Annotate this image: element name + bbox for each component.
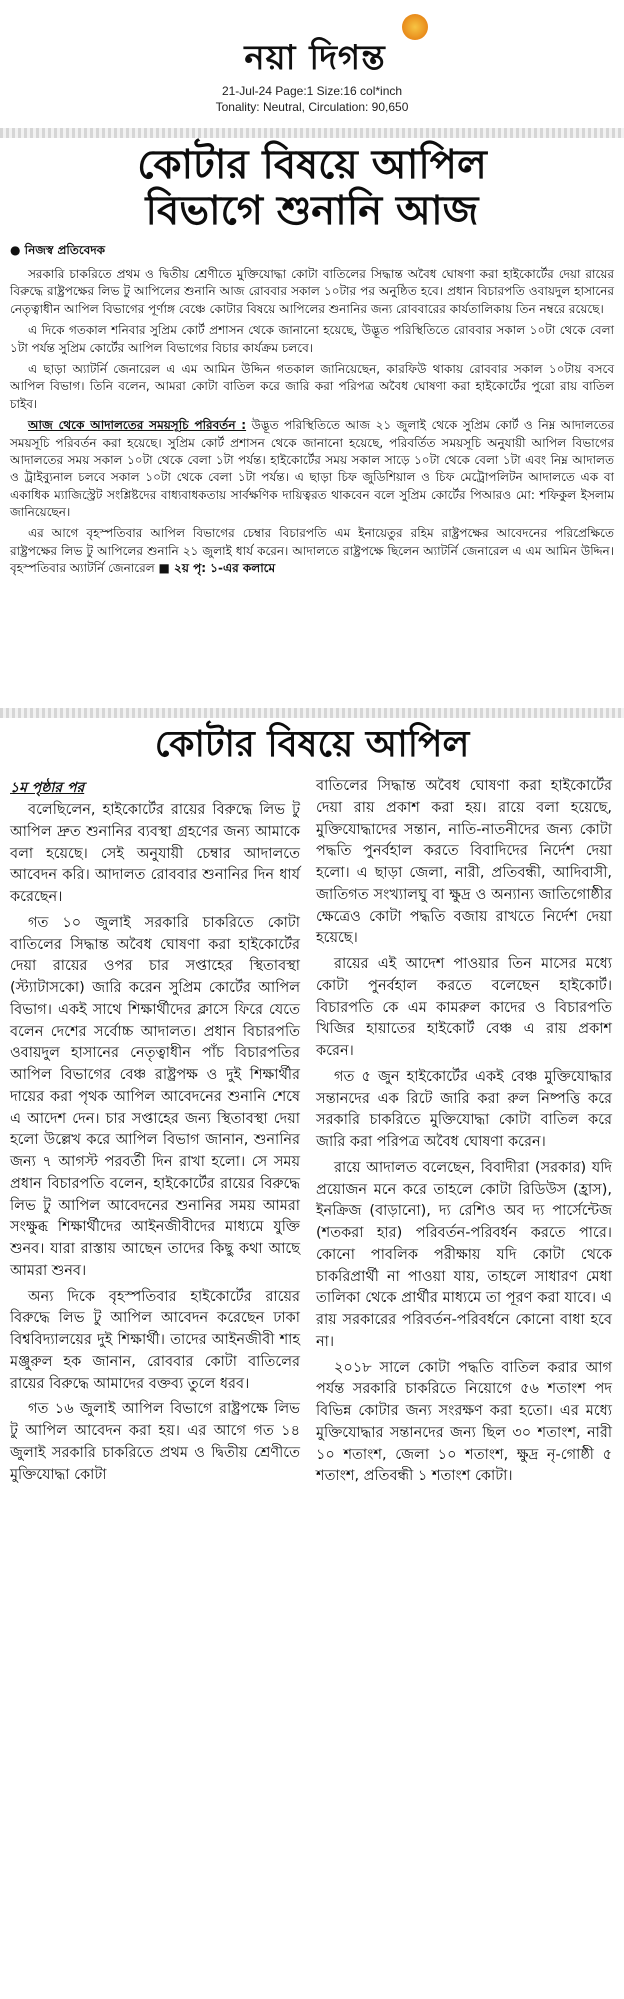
byline: ● নিজস্ব প্রতিবেদক [10,243,106,257]
column-paragraph: ২০১৮ সালে কোটা পদ্ধতি বাতিল করার আগ পর্যন্ত সরকারি চাকরিতে নিয়োগে ৫৬ শতাংশ পদ বিভিন্ন কোটার জন্য সংরক্ষণ করা হতো। এর মধ্যে মুক্তিযোদ্ধার সন্তানদের জন্য ছিল ৩০ শতাংশ, নারী ১০ শতাংশ, জেলা ১০ শতাংশ, ক্ষুদ্র নৃ-গোষ্ঠী ৫ শতাংশ, প্রতিবন্ধী ১ শতাংশ কোটা। [316,1359,612,1485]
headline-line-2: বিভাগে শুনানি আজ [145,188,479,234]
page-tag: ১ম পৃষ্ঠার পর [10,780,85,796]
closing-paragraph [10,525,614,577]
news-clip-continuation [10,724,614,1992]
column-paragraph: গত ১৬ জুলাই আপিল বিভাগে রাষ্ট্রপক্ষে লিভ টু আপিল আবেদন করা হয়। এর আগে গত ১৪ জুলাই সরকারি চাকরিতে প্রথম ও দ্বিতীয় শ্রেণীতে মুক্তিযোদ্ধা কোটা [10,1401,300,1483]
left-column [10,776,300,1490]
column-paragraph: বাতিলের সিদ্ধান্ত অবৈধ ঘোষণা করা হাইকোর্টের দেয়া রায় প্রকাশ করা হয়। রায়ে বলা হয়েছে, মুক্তিযোদ্ধাদের সন্তান, নাতি-নাতনীদের জন্য কোটা পদ্ধতি পুনর্বহাল করতে বিবাদিদের নির্দেশ দেয়া হলো। এ ছাড়া জেলা, নারী, প্রতিবন্ধী, আদিবাসী, জাতিগত সংখ্যালঘু বা ক্ষুদ্র ও অন্যান্য জাতিগোষ্ঠীর ক্ষেত্রেও কোটা পদ্ধতি বজায় রাখতে নির্দেশ দেয়া হয়েছে। [316,778,612,947]
news-clip-front [10,142,614,700]
divider [0,708,624,718]
newspaper-logo [180,14,450,78]
subhead-text: উদ্ভূত পরিস্থিতিতে আজ ২১ জুলাই থেকে সুপ্রিম কোর্ট ও নিম্ন আদালতের সময়সূচি পরিবর্তন করা হয়েছে। সুপ্রিম কোর্ট প্রশাসন থেকে জানানো হয়েছে, পরিবর্তিত সময়সূচি অনুযায়ী আপিল বিভাগের আদালতের সময় সকাল ১০টা থেকে বেলা ১টা পর্যন্ত। হাইকোর্টের সময় সকাল সাড়ে ১০টা থেকে বেলা ১টা এবং নিম্ন আদালত ও ট্রাইব্যুনাল চলবে সকাল ১০টা থেকে বেলা ১টা পর্যন্ত। এ ছাড়া চিফ জুডিশিয়াল ও চিফ মেট্রোপলিটন আদালতে এক বা একাধিক ম্যাজিস্ট্রেট সংশ্লিষ্টদের বাধ্যবাধকতায় সার্বক্ষণিক দায়িত্বরত থাকবেন বলে সুপ্রিম কোর্টের পিআরও মো: শফিকুল ইসলাম জানিয়েছেন। [10,418,614,520]
continuation-headline: কোটার বিষয়ে আপিল [154,724,470,765]
column-paragraph: গত ১০ জুলাই সরকারি চাকরিতে কোটা বাতিলের সিদ্ধান্ত অবৈধ ঘোষণা করা হাইকোর্টের দেয়া রায়ের ওপর চার সপ্তাহের স্থিতাবস্থা (স্ট্যাটাসকো) জারি করেন সুপ্রিম কোর্টের আপিল বিভাগ। একই সাথে শিক্ষার্থীদের ক্লাসে ফিরে যেতে বলেন দেশের সর্বোচ্চ আদালত। প্রধান বিচারপতি ওবায়দুল হাসানের নেতৃত্বাধীন পাঁচ বিচারপতির আপিল বিভাগের বেঞ্চ রাষ্ট্রপক্ষ ও দুই শিক্ষার্থীর দায়ের করা পৃথক আপিল আবেদনের শুনানি শেষে এ আদেশ দেন। চার সপ্তাহের জন্য স্থিতাবস্থা দেয়া হলো উল্লেখ করে আপিল বিভাগ জানান, শুনানির জন্য ৭ আগস্ট পরবর্তী দিন রাখা হলো। সে সময় প্রধান বিচারপতি বলেন, হাইকোর্টের রায়ের বিরুদ্ধে লিভ টু আপিল আবেদনের শুনানির সময় আমরা সংক্ষুব্ধ শিক্ষার্থীদের আইনজীবীদের মাধ্যমে যুক্তি শুনব। যারা রাস্তায় আছেন তাদের কিছু কথা আছে আমরা শুনব। [10,914,300,1279]
column-paragraph: রায়ে আদালত বলেছেন, বিবাদীরা (সরকার) যদি প্রয়োজন মনে করে তাহলে কোটা রিডিউস (হ্রাস), ইনক্রিজ (বাড়ানো), দ্য রেশিও অব দ্য পার্সেন্টেজ (শতকরা হার) পরিবর্তন-পরিবর্ধন করতে পারে। কোনো পাবলিক পরীক্ষায় যদি কোটা থেকে চাকরিপ্রার্থী না পাওয়া যায়, তাহলে সাধারণ মেধা তালিকা থেকে প্রার্থীর মাধ্যমে তা পূরণ করা যাবে। এ রায় সরকারের পরিবর্তন-পরিবর্ধনে কোনো বাধা হবে না। [316,1159,612,1350]
column-paragraph: রায়ের এই আদেশ পাওয়ার তিন মাসের মধ্যে কোটা পুনর্বহাল করতে বলেছেন হাইকোর্ট। বিচারপতি কে এম কামরুল কাদের ও বিচারপতি খিজির হায়াতের হাইকোর্ট বেঞ্চ এ রায় প্রকাশ করেন। [316,956,612,1059]
clip-tonality-line: Tonality: Neutral, Circulation: 90,650 [215,100,409,114]
clip-info-line: 21-Jul-24 Page:1 Size:16 col*inch [221,84,403,98]
column-paragraph: গত ৫ জুন হাইকোর্টের একই বেঞ্চ মুক্তিযোদ্ধার সন্তানদের এক রিটে জারি করা রুল নিষ্পত্তি করে সরকারি চাকরিতে মুক্তিযোদ্ধা কোটা বাতিল করে জারি করা পরিপত্র অবৈধ ঘোষণা করেন। [316,1068,612,1150]
article-paragraph: সরকারি চাকরিতে প্রথম ও দ্বিতীয় শ্রেণীতে মুক্তিযোদ্ধা কোটা বাতিলের সিদ্ধান্ত অবৈধ ঘোষণা করা হাইকোর্টের দেয়া রায়ের বিরুদ্ধে রাষ্ট্রপক্ষের লিভ টু আপিলের শুনানি আজ রোববার সকাল ১০টার পর অনুষ্ঠিত হবে। প্রধান বিচারপতি ওবায়দুল হাসানের নেতৃত্বাধীন আপিল বিভাগের পূর্ণাঙ্গ বেঞ্চে কোটার বিষয়ে আপিলের শুনানির জন্য রোববারের কার্যতালিকায় তিন নম্বরে রয়েছে। [10,267,614,316]
right-column [316,776,612,1492]
article-paragraph: এ ছাড়া অ্যাটর্নি জেনারেল এ এম আমিন উদ্দিন গতকাল জানিয়েছেন, কারফিউ থাকায় রোববার সকাল ১০টায় বসবে আপিল বিভাগ। তিনি বলেন, আমরা কোটা বাতিল করে জারি করা পরিপত্র অবৈধ ঘোষণা করা হাইকোর্টের পুরো রায় বাতিল চাইব। [10,361,614,411]
continuation-marker: ■ ২য় পৃ: ১-এর কলামে [158,561,276,576]
logo-text: নয়া দিগন্ত [244,38,386,78]
column-paragraph: অন্য দিকে বৃহস্পতিবার হাইকোর্টের রায়ের বিরুদ্ধে লিভ টু আপিল আবেদন করেছেন ঢাকা বিশ্ববিদ্যালয়ের দুই শিক্ষার্থী। তাদের আইনজীবী শাহ মঞ্জুরুল হক জানান, রোববার কোটা বাতিলের রায়ের বিরুদ্ধে আমাদের বক্তব্য তুলে ধরব। [10,1288,300,1392]
subhead-paragraph [10,417,614,521]
divider [0,128,624,138]
column-paragraph: বলেছিলেন, হাইকোর্টের রায়ের বিরুদ্ধে লিভ টু আপিল দ্রুত শুনানির ব্যবস্থা গ্রহণের জন্য আমাকে বলা হয়েছে। সেই অনুযায়ী চেম্বার আদালতে আবেদন করি। আদালত রোববার শুনানির দিন ধার্য করেছেন। [10,802,300,905]
headline-line-1: কোটার বিষয়ে আপিল [137,142,487,188]
article-paragraph: এ দিকে গতকাল শনিবার সুপ্রিম কোর্ট প্রশাসন থেকে জানানো হয়েছে, উদ্ভূত পরিস্থিতিতে রোববার সকাল ১০টা থেকে বেলা ১টা পর্যন্ত সুপ্রিম কোর্টের আপিল বিভাগের বিচার কার্যক্রম চলবে। [10,323,614,355]
closing-text: এর আগে বৃহস্পতিবার আপিল বিভাগের চেম্বার বিচারপতি এম ইনায়েতুর রহিম রাষ্ট্রপক্ষের আবেদনের পরিপ্রেক্ষিতে রাষ্ট্রপক্ষের লিভ টু আপিলের শুনানি ২১ জুলাই ধার্য করেন। আদালতে রাষ্ট্রপক্ষে ছিলেন অ্যাটর্নি জেনারেল এ এম আমিন উদ্দিন। বৃহস্পতিবার অ্যাটর্নি জেনারেল [10,526,614,576]
subhead-label: আজ থেকে আদালতের সময়সূচি পরিবর্তন : [28,418,247,433]
masthead [0,0,624,130]
